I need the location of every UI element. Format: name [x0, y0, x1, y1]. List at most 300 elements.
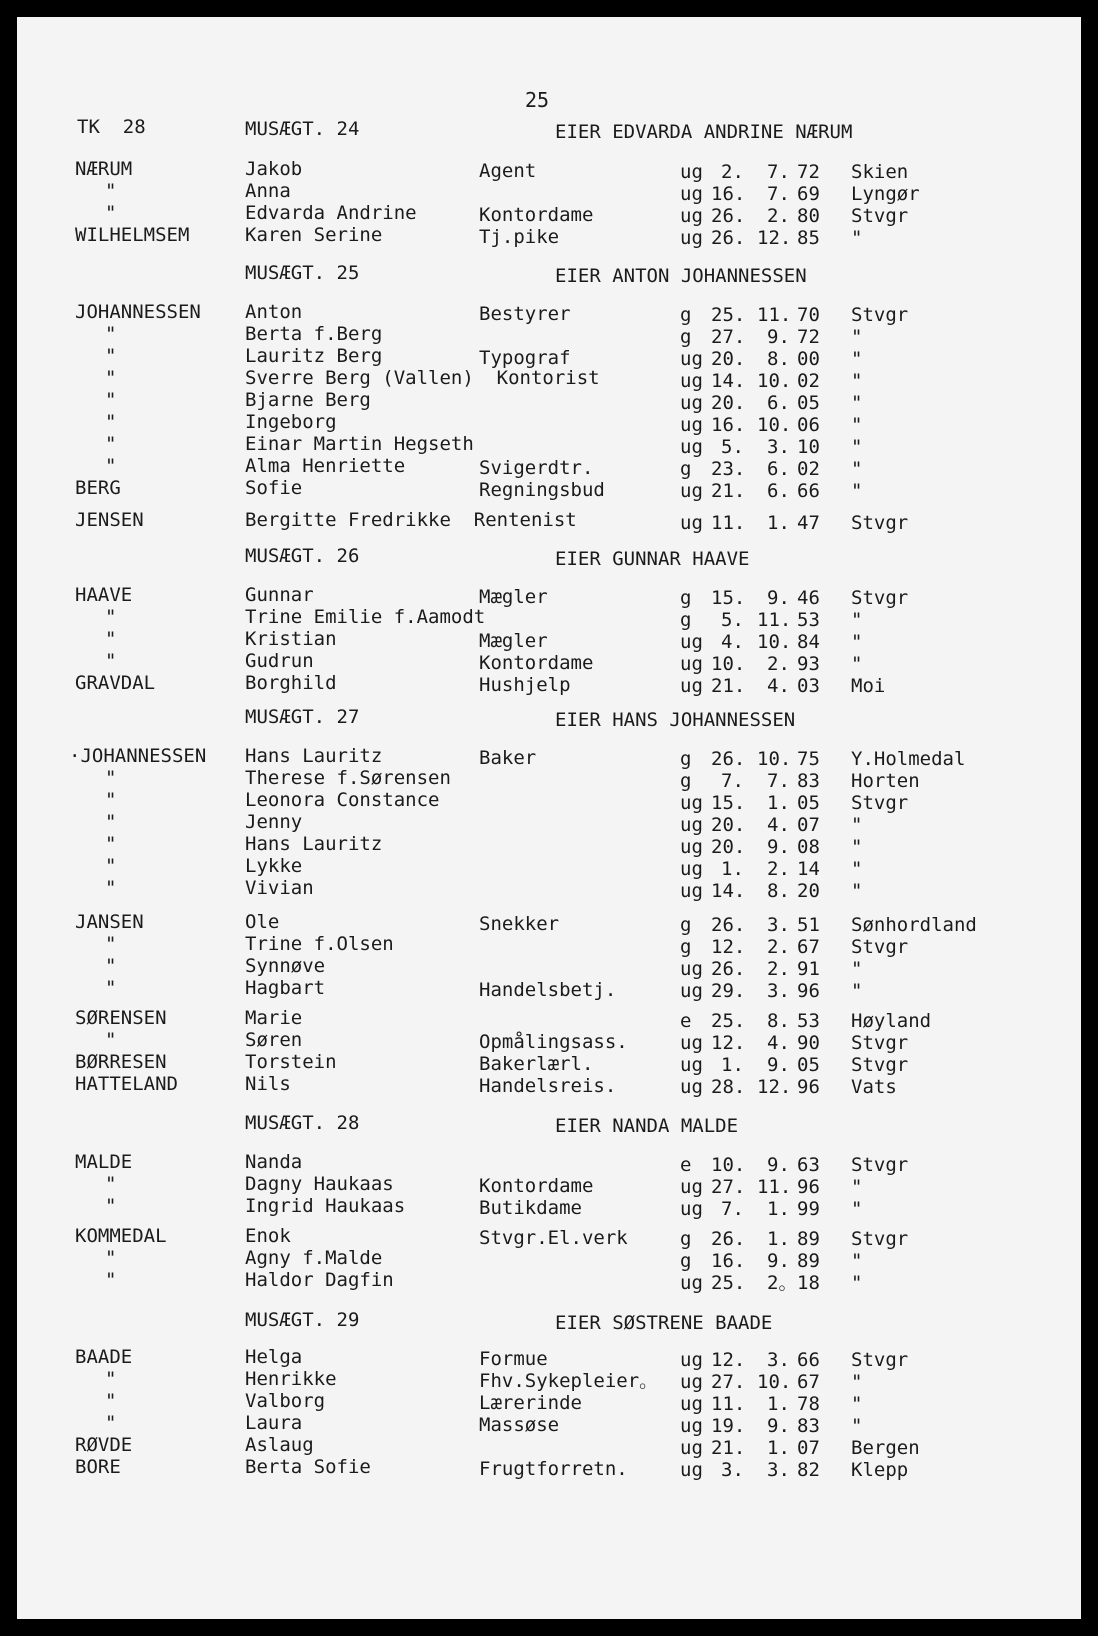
row-occupation: Bestyrer [479, 303, 571, 325]
row-occupation: Snekker [479, 913, 560, 935]
row-status: ug [680, 836, 703, 858]
row-first-name: Marie [245, 1007, 303, 1029]
row-surname: " [105, 767, 117, 789]
row-status: ug [680, 653, 703, 675]
row-birth-day: 7. [721, 770, 744, 792]
row-first-name: Einar Martin Hegseth [245, 433, 474, 455]
row-birth-month: 8. [767, 880, 790, 902]
row-occupation: Formue [479, 1348, 548, 1370]
row-surname: HATTELAND [75, 1073, 178, 1095]
row-birth-day: 21. [711, 675, 746, 697]
row-birth-day: 26. [711, 1228, 746, 1250]
section-musaegt: MUSÆGT. 24 [245, 118, 360, 140]
row-status: g [680, 914, 692, 936]
row-birthplace: " [851, 370, 863, 392]
row-surname: " [105, 1029, 117, 1051]
row-surname: " [105, 180, 117, 202]
row-birth-month: 3. [767, 980, 790, 1002]
row-birthplace: Høyland [851, 1010, 932, 1032]
row-occupation: Tj.pike [479, 226, 560, 248]
row-birth-month: 2. [767, 205, 790, 227]
row-status: ug [680, 1272, 703, 1294]
row-first-name: Sverre Berg (Vallen) Kontorist [245, 367, 600, 389]
row-birth-day: 23. [711, 458, 746, 480]
row-surname: " [105, 933, 117, 955]
row-status: ug [680, 1349, 703, 1371]
row-birth-month: 4. [767, 1032, 790, 1054]
row-status: ug [680, 1437, 703, 1459]
row-status: g [680, 587, 692, 609]
row-birth-month: 7. [767, 183, 790, 205]
row-status: g [680, 304, 692, 326]
row-birthplace: " [851, 1176, 863, 1198]
row-birth-year: 90 [797, 1032, 820, 1054]
row-birth-year: 69 [797, 183, 820, 205]
row-status: g [680, 326, 692, 348]
row-surname: " [105, 455, 117, 477]
row-birthplace: " [851, 836, 863, 858]
row-occupation: Handelsbetj. [479, 979, 617, 1001]
row-birth-year: 05 [797, 1054, 820, 1076]
row-status: ug [680, 227, 703, 249]
row-status: ug [680, 1459, 703, 1481]
row-birthplace: " [851, 458, 863, 480]
row-birthplace: " [851, 326, 863, 348]
row-birth-year: 91 [797, 958, 820, 980]
row-birthplace: " [851, 1272, 863, 1294]
row-birthplace: Y.Holmedal [851, 748, 966, 770]
row-birth-year: 18 [797, 1272, 820, 1294]
page-number: 25 [525, 88, 550, 112]
row-birth-day: 15. [711, 792, 746, 814]
section-owner: EIER EDVARDA ANDRINE NÆRUM [555, 121, 853, 143]
row-surname: " [105, 628, 117, 650]
row-first-name: Enok [245, 1225, 291, 1247]
row-birthplace: Stvgr [851, 936, 909, 958]
row-status: g [680, 770, 692, 792]
row-surname: " [105, 833, 117, 855]
row-birth-month: 6. [767, 458, 790, 480]
row-first-name: Synnøve [245, 955, 326, 977]
row-birth-day: 20. [711, 348, 746, 370]
row-birthplace: Stvgr [851, 1032, 909, 1054]
row-birth-year: 96 [797, 980, 820, 1002]
row-birth-month: 9. [767, 587, 790, 609]
row-birth-month: 2. [767, 653, 790, 675]
row-surname: " [105, 1173, 117, 1195]
section-musaegt: MUSÆGT. 28 [245, 1112, 360, 1134]
row-birth-day: 26. [711, 227, 746, 249]
row-surname: " [105, 877, 117, 899]
row-birth-month: 11. [757, 1176, 792, 1198]
row-first-name: Trine f.Olsen [245, 933, 394, 955]
tk-label: TK 28 [77, 116, 146, 138]
row-birthplace: Moi [851, 675, 886, 697]
row-first-name: Lykke [245, 855, 303, 877]
row-first-name: Hans Lauritz [245, 833, 383, 855]
row-birth-year: 82 [797, 1459, 820, 1481]
row-surname: " [105, 855, 117, 877]
section-owner: EIER NANDA MALDE [555, 1115, 739, 1137]
row-occupation: Baker [479, 747, 537, 769]
row-birth-month: 10. [757, 748, 792, 770]
row-first-name: Søren [245, 1029, 303, 1051]
section-owner: EIER HANS JOHANNESSEN [555, 709, 796, 731]
row-birth-month: 2. [767, 858, 790, 880]
row-birthplace: " [851, 480, 863, 502]
row-first-name: Bjarne Berg [245, 389, 371, 411]
row-occupation: Mægler [479, 586, 548, 608]
row-surname: NÆRUM [75, 158, 133, 180]
row-birth-year: 75 [797, 748, 820, 770]
row-occupation: Butikdame [479, 1197, 582, 1219]
row-surname: " [105, 606, 117, 628]
row-birth-day: 10. [711, 1154, 746, 1176]
row-birth-day: 14. [711, 370, 746, 392]
row-birth-month: 7. [767, 161, 790, 183]
row-birth-month: 1. [767, 792, 790, 814]
row-birth-month: 10. [757, 1371, 792, 1393]
row-first-name: Ingrid Haukaas [245, 1195, 406, 1217]
row-status: ug [680, 980, 703, 1002]
row-birth-year: 70 [797, 304, 820, 326]
row-birth-day: 25. [711, 304, 746, 326]
row-birth-month: 9. [767, 836, 790, 858]
row-status: ug [680, 1176, 703, 1198]
row-occupation: Hushjelp [479, 674, 571, 696]
row-birth-month: 12. [757, 227, 792, 249]
row-surname: " [105, 367, 117, 389]
row-status: ug [680, 1054, 703, 1076]
row-surname: BØRRESEN [75, 1051, 167, 1073]
document-page [17, 17, 1081, 1619]
row-birthplace: " [851, 609, 863, 631]
row-occupation: Massøse [479, 1414, 560, 1436]
row-birth-month: 1. [767, 1437, 790, 1459]
row-birth-month: 3. [767, 1459, 790, 1481]
row-status: g [680, 936, 692, 958]
row-first-name: Agny f.Malde [245, 1247, 383, 1269]
row-status: ug [680, 480, 703, 502]
row-first-name: Kristian [245, 628, 337, 650]
row-first-name: Karen Serine [245, 224, 383, 246]
row-birth-year: 80 [797, 205, 820, 227]
row-birthplace: Vats [851, 1076, 897, 1098]
row-birth-day: 7. [721, 1198, 744, 1220]
row-status: ug [680, 1415, 703, 1437]
row-status: ug [680, 675, 703, 697]
row-birth-day: 25. [711, 1272, 746, 1294]
row-occupation: Agent [479, 160, 537, 182]
row-occupation: Stvgr.El.verk [479, 1227, 628, 1249]
row-birth-year: 53 [797, 1010, 820, 1032]
row-birth-year: 05 [797, 392, 820, 414]
row-surname: " [105, 1195, 117, 1217]
row-birthplace: " [851, 1393, 863, 1415]
row-status: ug [680, 161, 703, 183]
row-birth-month: 1. [767, 1393, 790, 1415]
row-first-name: Bergitte Fredrikke Rentenist [245, 509, 577, 531]
row-birth-year: 96 [797, 1076, 820, 1098]
row-birth-year: 20 [797, 880, 820, 902]
row-birthplace: Bergen [851, 1437, 920, 1459]
row-birthplace: " [851, 1198, 863, 1220]
row-birth-month: 12. [757, 1076, 792, 1098]
row-first-name: Aslaug [245, 1434, 314, 1456]
row-birthplace: Sønhordland [851, 914, 977, 936]
row-birth-day: 5. [721, 436, 744, 458]
row-first-name: Nils [245, 1073, 291, 1095]
row-birth-day: 12. [711, 936, 746, 958]
row-birth-month: 7. [767, 770, 790, 792]
section-owner: EIER GUNNAR HAAVE [555, 548, 750, 570]
row-birthplace: Stvgr [851, 587, 909, 609]
row-birth-day: 5. [721, 609, 744, 631]
row-status: ug [680, 436, 703, 458]
row-surname: " [105, 1390, 117, 1412]
row-birth-year: 89 [797, 1250, 820, 1272]
row-birth-year: 67 [797, 936, 820, 958]
row-status: ug [680, 1032, 703, 1054]
row-birthplace: " [851, 653, 863, 675]
section-musaegt: MUSÆGT. 25 [245, 262, 360, 284]
row-birth-year: 00 [797, 348, 820, 370]
row-birth-month: 1. [767, 1198, 790, 1220]
row-birth-month: 9. [767, 1154, 790, 1176]
row-surname: BAADE [75, 1346, 133, 1368]
row-birthplace: " [851, 436, 863, 458]
row-surname: " [105, 433, 117, 455]
row-status: e [680, 1010, 692, 1032]
row-birth-day: 29. [711, 980, 746, 1002]
row-birth-year: 85 [797, 227, 820, 249]
row-birthplace: Stvgr [851, 1228, 909, 1250]
row-occupation: Typograf [479, 347, 571, 369]
row-birth-day: 26. [711, 914, 746, 936]
row-birth-year: 72 [797, 326, 820, 348]
row-occupation: Kontordame [479, 1175, 594, 1197]
row-first-name: Berta f.Berg [245, 323, 383, 345]
row-birth-year: 08 [797, 836, 820, 858]
row-surname: " [105, 789, 117, 811]
row-birth-month: 10. [757, 414, 792, 436]
row-first-name: Valborg [245, 1390, 326, 1412]
row-occupation: Fhv.Sykepleier。 [479, 1370, 659, 1392]
row-first-name: Alma Henriette [245, 455, 406, 477]
row-status: g [680, 609, 692, 631]
row-birth-year: 53 [797, 609, 820, 631]
row-first-name: Anna [245, 180, 291, 202]
row-birth-day: 11. [711, 1393, 746, 1415]
row-surname: " [105, 1368, 117, 1390]
row-status: g [680, 1228, 692, 1250]
row-birth-day: 28. [711, 1076, 746, 1098]
row-status: ug [680, 1371, 703, 1393]
row-birthplace: Stvgr [851, 205, 909, 227]
row-first-name: Haldor Dagfin [245, 1269, 394, 1291]
row-status: g [680, 1250, 692, 1272]
row-birth-day: 11. [711, 512, 746, 534]
row-birth-year: 84 [797, 631, 820, 653]
row-surname: " [105, 202, 117, 224]
row-birth-year: 83 [797, 1415, 820, 1437]
row-birth-day: 26. [711, 958, 746, 980]
row-birth-month: 9. [767, 1415, 790, 1437]
row-birth-year: 47 [797, 512, 820, 534]
row-status: ug [680, 348, 703, 370]
row-surname: SØRENSEN [75, 1007, 167, 1029]
row-status: ug [680, 414, 703, 436]
row-occupation: Opmålingsass. [479, 1031, 628, 1053]
row-surname: " [105, 323, 117, 345]
row-birth-day: 20. [711, 814, 746, 836]
row-birth-year: 05 [797, 792, 820, 814]
row-first-name: Leonora Constance [245, 789, 440, 811]
row-birth-year: 99 [797, 1198, 820, 1220]
row-birth-year: 07 [797, 814, 820, 836]
row-birthplace: " [851, 1371, 863, 1393]
row-first-name: Anton [245, 301, 303, 323]
row-birth-year: 46 [797, 587, 820, 609]
row-status: ug [680, 205, 703, 227]
row-birthplace: Stvgr [851, 1054, 909, 1076]
row-surname: RØVDE [75, 1434, 133, 1456]
row-surname: JENSEN [75, 509, 144, 531]
row-first-name: Hans Lauritz [245, 745, 383, 767]
row-status: ug [680, 958, 703, 980]
row-birthplace: Stvgr [851, 512, 909, 534]
row-birthplace: Stvgr [851, 1154, 909, 1176]
row-first-name: Dagny Haukaas [245, 1173, 394, 1195]
row-birth-day: 15. [711, 587, 746, 609]
row-birth-day: 21. [711, 1437, 746, 1459]
row-birth-day: 16. [711, 1250, 746, 1272]
row-birthplace: Skien [851, 161, 909, 183]
row-surname: " [105, 389, 117, 411]
row-birth-year: 83 [797, 770, 820, 792]
row-status: ug [680, 858, 703, 880]
row-birthplace: " [851, 980, 863, 1002]
row-first-name: Henrikke [245, 1368, 337, 1390]
row-occupation: Regningsbud [479, 479, 605, 501]
row-birth-day: 14. [711, 880, 746, 902]
row-birthplace: " [851, 348, 863, 370]
row-birth-day: 16. [711, 414, 746, 436]
row-birth-day: 16. [711, 183, 746, 205]
row-birth-month: 6. [767, 392, 790, 414]
row-birth-year: 51 [797, 914, 820, 936]
section-owner: EIER SØSTRENE BAADE [555, 1312, 773, 1334]
row-birth-day: 10. [711, 653, 746, 675]
row-birth-year: 02 [797, 370, 820, 392]
row-first-name: Edvarda Andrine [245, 202, 417, 224]
row-birthplace: " [851, 814, 863, 836]
row-surname: " [105, 977, 117, 999]
row-birthplace: Horten [851, 770, 920, 792]
row-birthplace: " [851, 880, 863, 902]
row-birth-year: 02 [797, 458, 820, 480]
row-occupation: Lærerinde [479, 1392, 582, 1414]
row-first-name: Borghild [245, 672, 337, 694]
row-birth-day: 4. [721, 631, 744, 653]
row-status: ug [680, 370, 703, 392]
row-surname: WILHELMSEM [75, 224, 190, 246]
row-birth-year: 67 [797, 1371, 820, 1393]
row-first-name: Ingeborg [245, 411, 337, 433]
row-birth-day: 21. [711, 480, 746, 502]
row-first-name: Berta Sofie [245, 1456, 371, 1478]
row-surname: HAAVE [75, 584, 133, 606]
row-surname: " [105, 1269, 117, 1291]
section-musaegt: MUSÆGT. 26 [245, 545, 360, 567]
row-birth-day: 26. [711, 748, 746, 770]
row-birth-month: 8. [767, 1010, 790, 1032]
row-birth-month: 4. [767, 814, 790, 836]
row-surname: " [105, 811, 117, 833]
row-surname: " [105, 1247, 117, 1269]
row-status: g [680, 748, 692, 770]
row-birth-month: 8. [767, 348, 790, 370]
row-birth-month: 10. [757, 370, 792, 392]
row-birth-month: 11. [757, 304, 792, 326]
row-birth-day: 12. [711, 1032, 746, 1054]
row-occupation: Kontordame [479, 204, 594, 226]
row-surname: GRAVDAL [75, 672, 156, 694]
row-birth-month: 2. [767, 958, 790, 980]
row-birth-day: 26. [711, 205, 746, 227]
row-first-name: Therese f.Sørensen [245, 767, 451, 789]
section-musaegt: MUSÆGT. 29 [245, 1309, 360, 1331]
row-birth-day: 27. [711, 1176, 746, 1198]
row-status: e [680, 1154, 692, 1176]
row-birth-day: 1. [721, 1054, 744, 1076]
row-occupation: Bakerlærl. [479, 1053, 594, 1075]
row-first-name: Hagbart [245, 977, 326, 999]
row-occupation: Svigerdtr. [479, 457, 594, 479]
row-first-name: Trine Emilie f.Aamodt [245, 606, 486, 628]
row-first-name: Laura [245, 1412, 303, 1434]
row-first-name: Lauritz Berg [245, 345, 383, 367]
row-status: ug [680, 814, 703, 836]
row-birth-month: 3. [767, 436, 790, 458]
row-birth-year: 06 [797, 414, 820, 436]
row-surname: JOHANNESSEN [75, 301, 201, 323]
section-owner: EIER ANTON JOHANNESSEN [555, 265, 807, 287]
row-birthplace: " [851, 958, 863, 980]
row-first-name: Gunnar [245, 584, 314, 606]
row-occupation: Handelsreis. [479, 1075, 617, 1097]
row-birthplace: Stvgr [851, 792, 909, 814]
row-first-name: Ole [245, 911, 280, 933]
row-surname: JANSEN [75, 911, 144, 933]
row-occupation: Frugtforretn. [479, 1458, 628, 1480]
row-birth-month: 9. [767, 1054, 790, 1076]
row-surname: ·JOHANNESSEN [69, 745, 207, 767]
row-birth-day: 25. [711, 1010, 746, 1032]
row-status: ug [680, 792, 703, 814]
row-birth-year: 89 [797, 1228, 820, 1250]
row-birthplace: " [851, 631, 863, 653]
row-first-name: Helga [245, 1346, 303, 1368]
row-birthplace: Klepp [851, 1459, 909, 1481]
row-status: ug [680, 631, 703, 653]
row-birthplace: " [851, 1250, 863, 1272]
row-birth-month: 6. [767, 480, 790, 502]
row-status: ug [680, 1076, 703, 1098]
row-birth-month: 9. [767, 326, 790, 348]
section-musaegt: MUSÆGT. 27 [245, 706, 360, 728]
row-first-name: Vivian [245, 877, 314, 899]
